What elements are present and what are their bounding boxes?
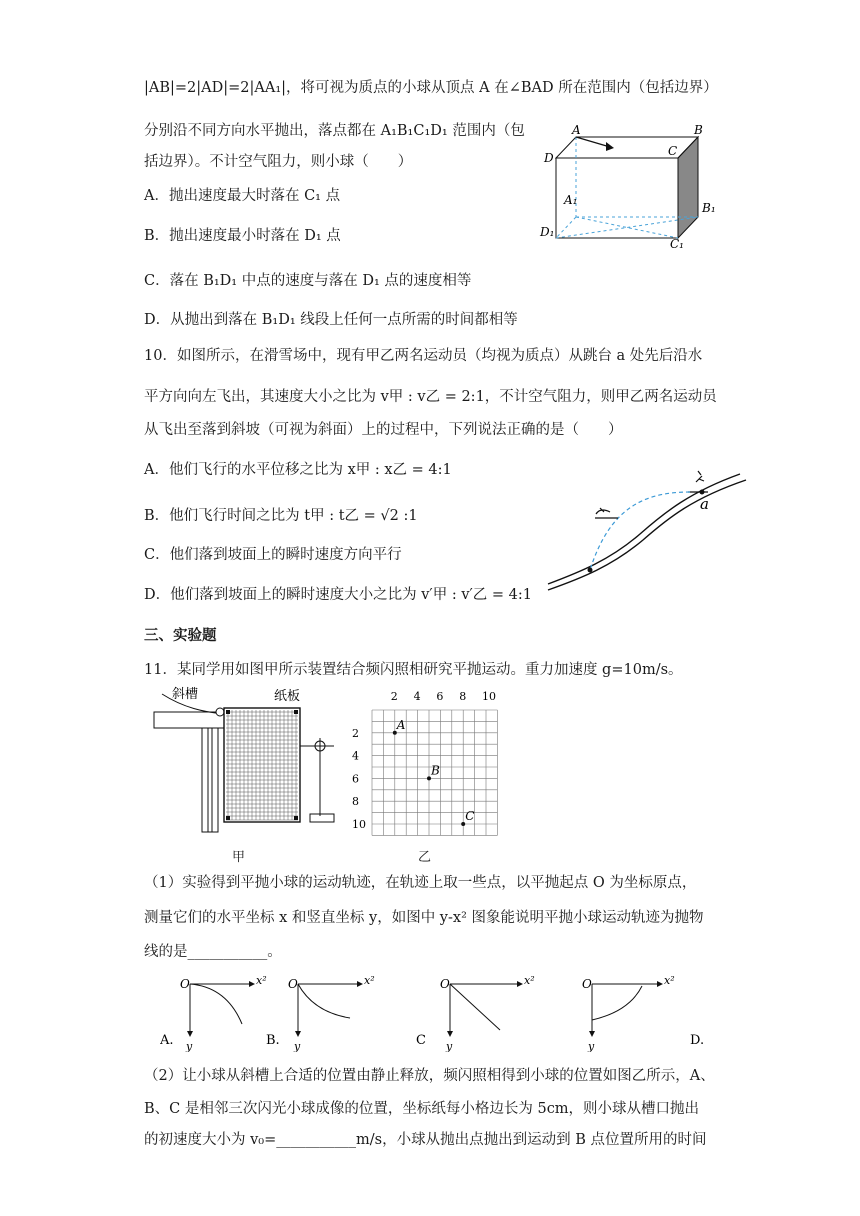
- box-label-a: A: [572, 123, 581, 137]
- svg-text:x²: x²: [664, 974, 675, 987]
- ski-label-a: a: [700, 495, 709, 513]
- svg-text:x²: x²: [364, 974, 375, 987]
- box-label-a1: A₁: [564, 193, 578, 207]
- grid-x-tick: 2: [390, 690, 398, 703]
- svg-text:y: y: [446, 1040, 453, 1052]
- graph-label-b: B.: [266, 1033, 280, 1048]
- svg-text:y: y: [294, 1040, 301, 1052]
- q9-option-d: D．从抛出到落在 B₁D₁ 线段上任何一点所需的时间都相等: [144, 312, 518, 328]
- grid-point-label: A: [396, 717, 406, 732]
- q9-option-c: C．落在 B₁D₁ 中点的速度与落在 D₁ 点的速度相等: [144, 273, 472, 289]
- q11-p2-line-3: 的初速度大小为 v₀=___________m/s，小球从抛出点抛出到运动到 B 点位置所用的时间: [144, 1132, 707, 1148]
- box-label-d: D: [544, 151, 554, 165]
- grid-x-tick: 10: [482, 690, 496, 703]
- q10-option-b: B．他们飞行时间之比为 t甲 : t乙 = √2 :1: [144, 508, 418, 524]
- q9-line-1: |AB|=2|AD|=2|AA₁|，将可视为质点的小球从顶点 A 在∠BAD 所在范围内（包括边界）: [144, 80, 718, 96]
- box-label-d1: D₁: [540, 225, 555, 239]
- graph-label-a: A.: [160, 1033, 174, 1048]
- svg-text:O: O: [582, 977, 592, 991]
- q11-option-graphs: [160, 972, 730, 1052]
- graph-label-c: C: [416, 1033, 426, 1048]
- q10-line-3: 从飞出至落到斜坡（可视为斜面）上的过程中，下列说法正确的是（ ）: [144, 422, 623, 438]
- grid-y-tick: 2: [352, 726, 359, 740]
- graph-label-d: D.: [690, 1033, 705, 1048]
- grid-point-label: B: [431, 763, 440, 778]
- caption-jia: 甲: [232, 850, 246, 865]
- grid-x-tick: 8: [459, 690, 467, 703]
- box-label-b: B: [694, 123, 703, 137]
- svg-text:x²: x²: [524, 974, 535, 987]
- q10-line-1: 10．如图所示，在滑雪场中，现有甲乙两名运动员（均视为质点）从跳台 a 处先后沿水: [144, 348, 703, 364]
- svg-text:O: O: [440, 977, 450, 991]
- q9-option-b: B．抛出速度最小时落在 D₁ 点: [144, 228, 341, 244]
- svg-text:x²: x²: [256, 974, 267, 987]
- q10-option-c: C．他们落到坡面上的瞬时速度方向平行: [144, 547, 402, 563]
- svg-text:y: y: [588, 1040, 595, 1052]
- grid-x-tick: 6: [436, 690, 444, 703]
- q11-p1-line-1: （1）实验得到平抛小球的运动轨迹，在轨迹上取一些点，以平抛起点 O 为坐标原点，: [144, 875, 697, 891]
- q11-apparatus-figure: [144, 686, 344, 836]
- label-chute: 斜槽: [172, 687, 199, 702]
- q9-option-a: A．抛出速度最大时落在 C₁ 点: [144, 188, 341, 204]
- grid-y-tick: 10: [352, 818, 366, 831]
- box-label-c1: C₁: [670, 237, 684, 250]
- q11-p1-line-3: 线的是___________。: [144, 944, 282, 960]
- grid-y-tick: 6: [352, 772, 359, 786]
- graph-d: [582, 974, 704, 1052]
- caption-yi: 乙: [418, 850, 432, 865]
- svg-text:y: y: [186, 1040, 193, 1052]
- q9-line-2: 分别沿不同方向水平抛出，落点都在 A₁B₁C₁D₁ 范围内（包: [144, 123, 525, 139]
- grid-y-tick: 8: [352, 795, 359, 809]
- svg-text:O: O: [288, 977, 298, 991]
- q11-p1-line-2: 测量它们的水平坐标 x 和竖直坐标 y，如图中 y-x² 图象能说明平抛小球运动轨迹为抛物: [144, 910, 704, 926]
- q11-grid-figure: [350, 688, 500, 838]
- q10-option-d: D．他们落到坡面上的瞬时速度大小之比为 v′甲 : v′乙 = 4:1: [144, 587, 533, 603]
- q11-line-1: 11．某同学用如图甲所示装置结合频闪照相研究平抛运动。重力加速度 g=10m/s。: [144, 662, 683, 678]
- graph-b: [266, 974, 375, 1052]
- q10-ski-slope-figure: [540, 462, 750, 592]
- q10-option-a: A．他们飞行的水平位移之比为 x甲 : x乙 = 4:1: [144, 462, 452, 478]
- q9-box-figure: [530, 120, 730, 250]
- grid-y-tick: 4: [352, 749, 359, 763]
- section-title: 三、实验题: [144, 628, 217, 644]
- grid-point-label: C: [465, 809, 475, 823]
- q11-p2-line-2: B、C 是相邻三次闪光小球成像的位置，坐标纸每小格边长为 5cm，则小球从槽口抛出: [144, 1101, 700, 1117]
- q11-p2-line-1: （2）让小球从斜槽上合适的位置由静止释放，频闪照相得到小球的位置如图乙所示，A、: [144, 1068, 715, 1084]
- label-board: 纸板: [274, 689, 301, 704]
- box-label-c: C: [668, 144, 678, 158]
- q9-line-3: 括边界）。不计空气阻力，则小球（ ）: [144, 154, 413, 170]
- box-label-b1: B₁: [702, 201, 716, 215]
- q10-line-2: 平方向向左飞出，其速度大小之比为 v甲 : v乙 = 2:1，不计空气阻力，则甲乙两名运动员: [144, 389, 717, 405]
- svg-text:O: O: [180, 977, 190, 991]
- grid-x-tick: 4: [413, 690, 421, 703]
- graph-a: [160, 974, 267, 1052]
- graph-c: [416, 974, 535, 1052]
